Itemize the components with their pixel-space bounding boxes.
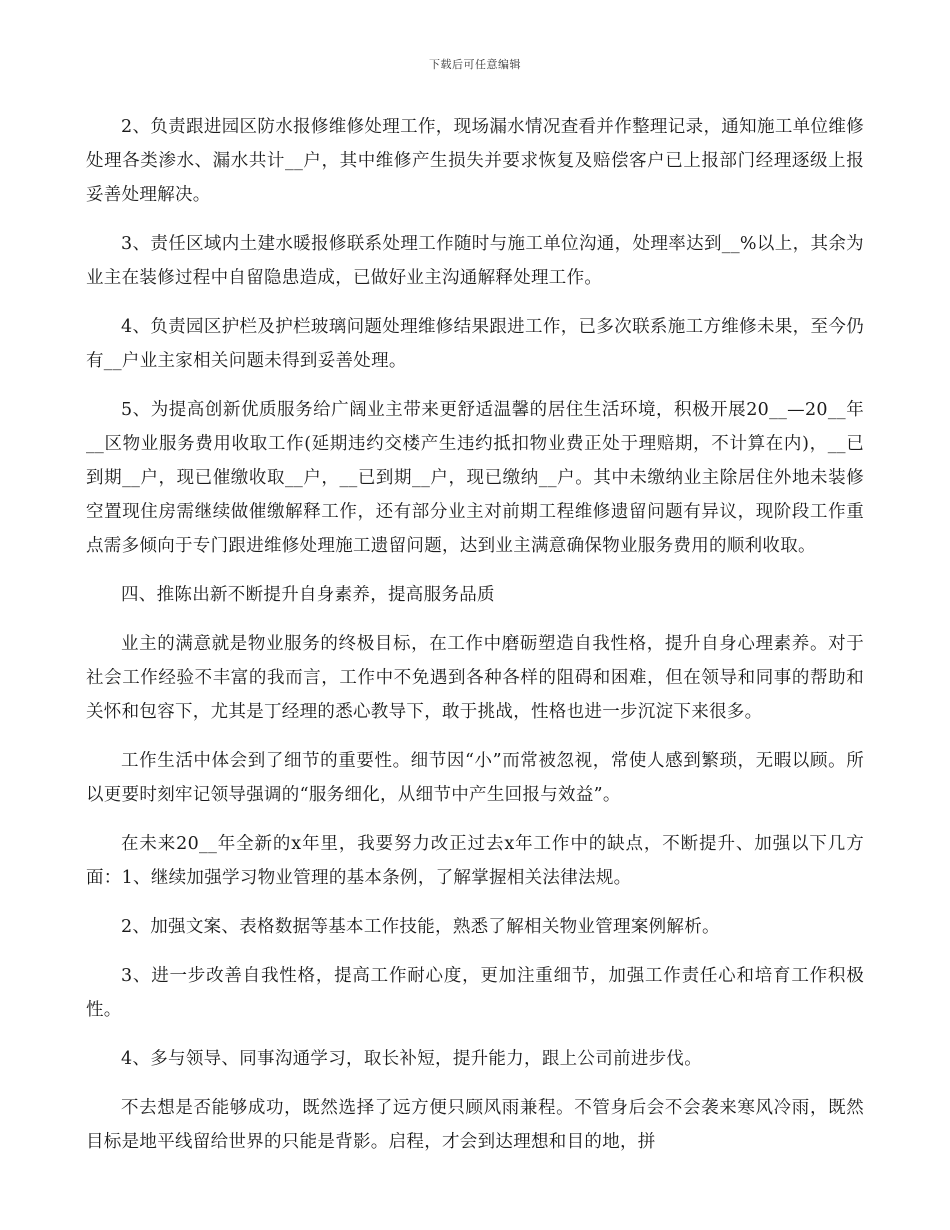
- paragraph-fee-collection: 5、为提高创新优质服务给广阔业主带来更舒适温馨的居住生活环境，积极开展20__—20__年__区物业服务费用收取工作(延期违约交楼产生违约抵扣物业费正处于理赔期，不计算在内)，__已到期__户，现已催缴收取__户，__已到期__户，现已缴纳__户。其中未缴纳业主除居住外地未装修空置现住房需继续做催缴解释工作，还有部分业主对前期工程维修遗留问题有异议，现阶段工作重点需多倾向于专门跟进维修处理施工遗留问题，达到业主满意确保物业服务费用的顺利收取。: [86, 400, 864, 556]
- section-heading: 四、推陈出新不断提升自身素养，提高服务品质: [121, 585, 495, 605]
- paragraph-repair-rate: 3、责任区域内土建水暖报修联系处理工作随时与施工单位沟通，处理率达到__%以上，其余为业主在装修过程中自留隐患造成，已做好业主沟通解释处理工作。: [86, 234, 864, 288]
- paragraph-details: 工作生活中体会到了细节的重要性。细节因“小”而常被忽视，常使人感到繁琐，无暇以顾。所以更要时刻牢记领导强调的“服务细化，从细节中产生回报与效益”。: [86, 751, 864, 805]
- paragraph-future-plan: 在未来20__年全新的x年里，我要努力改正过去x年工作中的缺点，不断提升、加强以下几方面：1、继续加强学习物业管理的基本条例，了解掌握相关法律法规。: [86, 834, 864, 888]
- paragraph-satisfaction: 业主的满意就是物业服务的终极目标，在工作中磨砺塑造自我性格，提升自身心理素养。对于社会工作经验不丰富的我而言，工作中不免遇到各种各样的阻碍和困难，但在领导和同事的帮助和关怀和包容下，尤其是丁经理的悉心教导下，敢于挑战，性格也进一步沉淀下来很多。: [86, 634, 864, 722]
- paragraph-railing: 4、负责园区护栏及护栏玻璃问题处理维修结果跟进工作，已多次联系施工方维修未果，至今仍有__户业主家相关问题未得到妥善处理。: [86, 317, 864, 371]
- paragraph-plan-item-2: 2、加强文案、表格数据等基本工作技能，熟悉了解相关物业管理案例解析。: [121, 917, 720, 937]
- header-note: 下载后可任意编辑: [429, 58, 521, 71]
- document-body: [86, 110, 864, 1174]
- paragraph-plan-item-4: 4、多与领导、同事沟通学习，取长补短，提升能力，跟上公司前进步伐。: [121, 1049, 703, 1069]
- paragraph-plan-item-3: 3、进一步改善自我性格，提高工作耐心度，更加注重细节，加强工作责任心和培育工作积极性。: [86, 966, 864, 1020]
- paragraph-closing: 不去想是否能够成功，既然选择了远方便只顾风雨兼程。不管身后会不会袭来寒风冷雨，既然目标是地平线留给世界的只能是背影。启程，才会到达理想和目的地，拼: [86, 1098, 864, 1152]
- paragraph-repair-waterproof: 2、负责跟进园区防水报修维修处理工作，现场漏水情况查看并作整理记录，通知施工单位维修处理各类渗水、漏水共计__户，其中维修产生损失并要求恢复及赔偿客户已上报部门经理逐级上报妥善处理解决。: [86, 117, 864, 205]
